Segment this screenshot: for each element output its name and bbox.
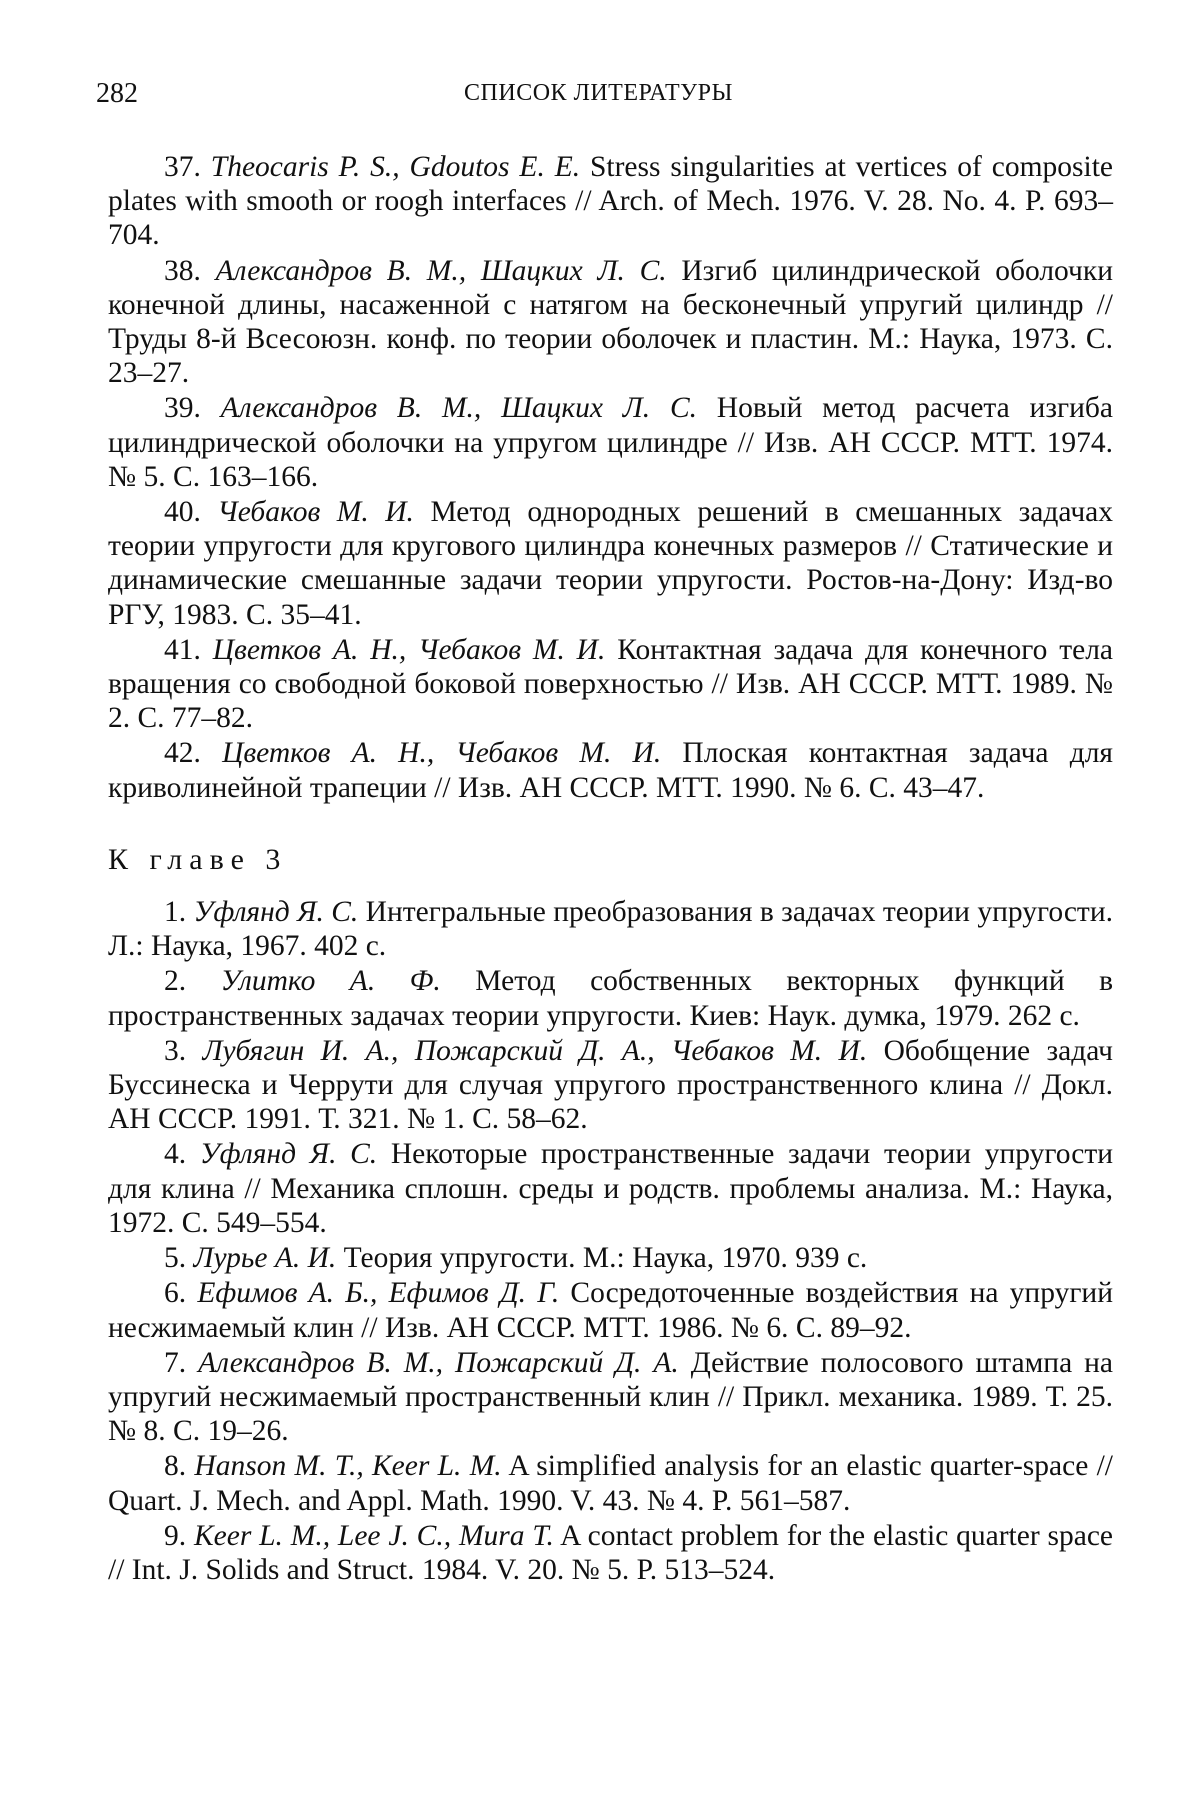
reference-authors: Лубягин И. А., Пожарский Д. А., Чебаков М. И.	[202, 1034, 868, 1067]
reference-authors: Уфлянд Я. С.	[199, 1138, 378, 1171]
reference-number: 3.	[164, 1034, 187, 1067]
reference-entry	[108, 895, 1113, 963]
reference-entry	[108, 1519, 1113, 1587]
reference-authors: Улитко А. Ф.	[220, 965, 441, 998]
reference-entry	[108, 391, 1113, 494]
reference-entry	[108, 495, 1113, 632]
page-header	[96, 78, 1101, 118]
reference-authors: Чебаков М. И.	[217, 496, 414, 529]
reference-authors: Александров В. М., Шацких Л. С.	[215, 254, 667, 287]
reference-number: 38.	[164, 254, 201, 287]
reference-number: 37.	[164, 151, 201, 183]
reference-number: 4.	[164, 1138, 187, 1171]
reference-text: Метод собственных векторных функций в пространственных задачах теории упругости. Киев: Наук. думка, 1979. 262 с.	[108, 965, 1114, 1032]
reference-authors: Keer L. M., Lee J. C., Mura T.	[193, 1519, 554, 1552]
reference-number: 8.	[164, 1450, 187, 1483]
reference-authors: Александров В. М., Пожарский Д. А.	[198, 1346, 679, 1379]
reference-text: Новый метод расчета изгиба цилиндрической оболочки на упругом цилиндре // Изв. АН СССР. МТТ. 1974. № 5. С. 163–166.	[108, 392, 1113, 493]
reference-entry	[108, 1276, 1113, 1344]
reference-number: 6.	[164, 1277, 187, 1310]
reference-text: Stress singularities at vertices of composite plates with smooth or roogh interfaces // Arch. of Mech. 1976. V. 28. No. 4. P. 693–704.	[108, 151, 1113, 252]
reference-number: 9.	[164, 1519, 187, 1552]
reference-text: Некоторые пространственные задачи теории упругости для клина // Механика сплошн. среды и родств. проблемы анализа. М.: Наука, 1972. С. 549–554.	[108, 1138, 1114, 1239]
reference-number: 1.	[164, 896, 187, 929]
reference-number: 7.	[164, 1346, 187, 1379]
reference-entry	[108, 633, 1113, 736]
reference-list-chapter-2	[108, 150, 1113, 805]
reference-entry	[108, 1449, 1113, 1517]
reference-text: Контактная задача для конечного тела вращения со свободной боковой поверхностью // Изв. АН СССР. МТТ. 1989. № 2. С. 77–82.	[108, 633, 1114, 735]
reference-authors: Цветков А. Н., Чебаков М. И.	[222, 737, 662, 770]
section-heading: К главе 3	[108, 842, 288, 876]
reference-text: Плоская контактная задача для криволинейной трапеции // Изв. АН СССР. МТТ. 1990. № 6. С. 43–47.	[108, 737, 1113, 804]
running-title: СПИСОК ЛИТЕРАТУРЫ	[464, 80, 733, 106]
reference-entry	[108, 150, 1113, 253]
reference-text: Обобщение задач Буссинеска и Черрути для случая упругого пространственного клина // Докл. АН СССР. 1991. Т. 321. № 1. С. 58–62.	[108, 1034, 1113, 1136]
reference-list-chapter-3	[108, 895, 1113, 1587]
reference-entry	[108, 1034, 1113, 1137]
reference-authors: Ефимов А. Б., Ефимов Д. Г.	[197, 1277, 560, 1310]
reference-authors: Уфлянд Я. С.	[193, 896, 359, 929]
reference-number: 39.	[164, 392, 201, 425]
reference-authors: Цветков А. Н., Чебаков М. И.	[212, 633, 606, 666]
reference-text: A simplified analysis for an elastic quarter-space // Quart. J. Mech. and Appl. Math. 1990. V. 43. № 4. P. 561–587.	[108, 1450, 1113, 1517]
reference-text: Изгиб цилиндрической оболочки конечной длины, насаженной с натягом на бесконечный упругий цилиндр // Труды 8-й Всесоюзн. конф. по теории оболочек и пластин. М.: Наука, 1973. С. 23–27.	[108, 254, 1113, 390]
reference-number: 40.	[164, 496, 201, 529]
reference-authors: Hanson M. T., Keer L. M.	[194, 1450, 502, 1483]
reference-text: A contact problem for the elastic quarter space // Int. J. Solids and Struct. 1984. V. 20. № 5. P. 513–524.	[108, 1519, 1114, 1586]
reference-entry	[108, 1346, 1113, 1449]
reference-number: 5.	[164, 1242, 187, 1275]
reference-entry	[108, 1241, 1113, 1275]
page-number: 282	[96, 78, 138, 109]
reference-text: Метод однородных решений в смешанных задачах теории упругости для кругового цилиндра конечных размеров // Статические и динамические смешанные задачи теории упругости. Ростов-на-Дону: Изд-во РГУ, 1983. С. 35–41.	[108, 496, 1113, 631]
reference-authors: Theocaris P. S., Gdoutos E. E.	[210, 151, 581, 183]
reference-entry	[108, 964, 1113, 1032]
reference-text: Теория упругости. М.: Наука, 1970. 939 с.	[336, 1242, 868, 1275]
reference-entry	[108, 736, 1113, 804]
bibliography	[108, 150, 1113, 1587]
reference-entry	[108, 1137, 1113, 1240]
reference-text: Действие полосового штампа на упругий несжимаемый пространственный клин // Прикл. механика. 1989. Т. 25. № 8. С. 19–26.	[108, 1346, 1113, 1448]
reference-text: Сосредоточенные воздействия на упругий несжимаемый клин // Изв. АН СССР. МТТ. 1986. № 6. С. 89–92.	[108, 1277, 1114, 1344]
reference-number: 41.	[164, 633, 201, 666]
reference-number: 2.	[164, 965, 187, 998]
reference-authors: Лурье А. И.	[193, 1242, 337, 1275]
reference-text: Интегральные преобразования в задачах теории упругости. Л.: Наука, 1967. 402 с.	[108, 896, 1113, 963]
reference-number: 42.	[164, 737, 201, 770]
reference-authors: Александров В. М., Шацких Л. С.	[220, 392, 697, 425]
reference-entry	[108, 254, 1113, 391]
